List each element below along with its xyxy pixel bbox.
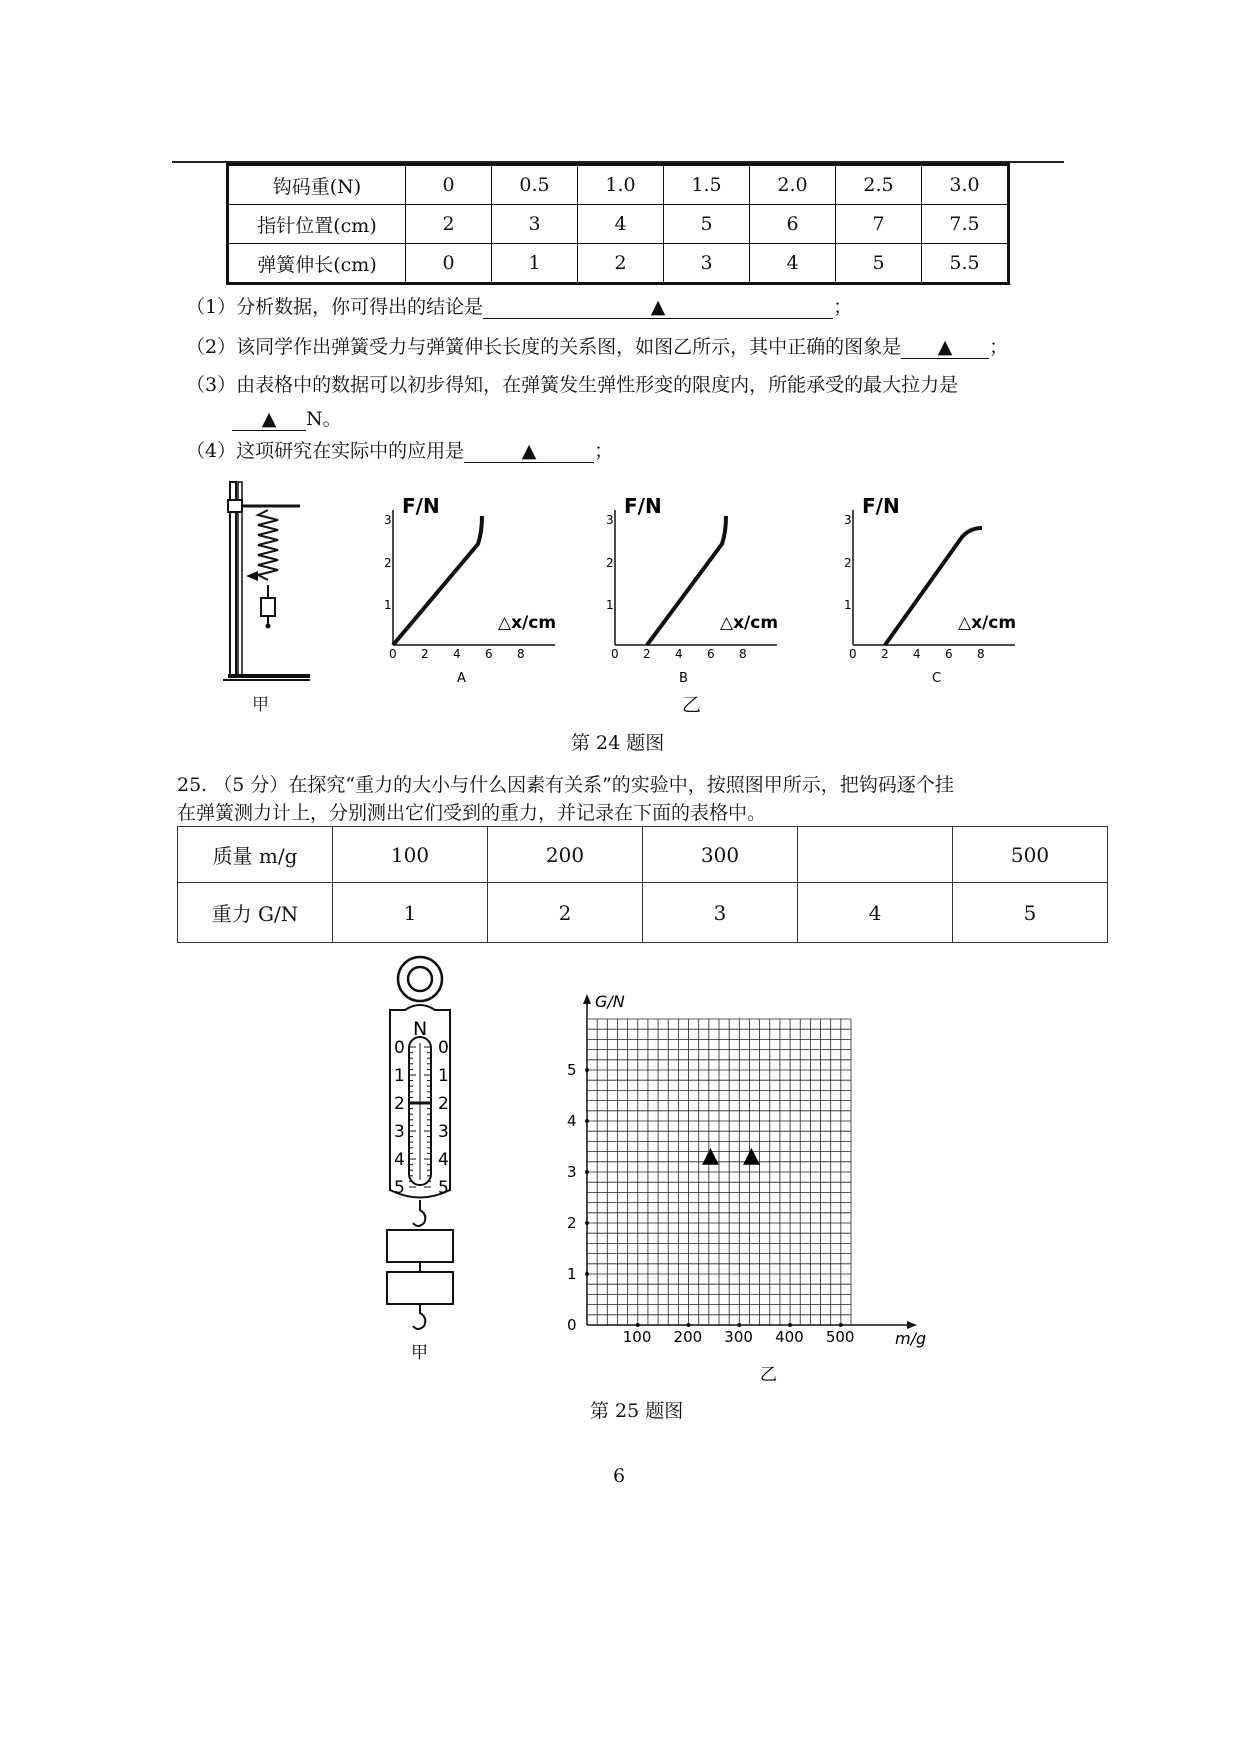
tick-dot bbox=[839, 1323, 843, 1327]
table-cell: 3 bbox=[492, 205, 578, 244]
tick-label: 2 bbox=[384, 556, 392, 570]
graph-ticks bbox=[567, 1061, 854, 1346]
table-cell: 3.0 bbox=[922, 165, 1009, 205]
scale-label: 2 bbox=[394, 1094, 405, 1114]
table-cell: 3 bbox=[643, 883, 798, 943]
tick-label: 1 bbox=[606, 598, 614, 612]
table-row bbox=[228, 205, 1009, 244]
answer-blank[interactable]: ▲ bbox=[483, 296, 833, 319]
table-cell: 指针位置(cm) bbox=[228, 205, 406, 244]
table-cell: 4 bbox=[750, 244, 836, 284]
scale-label: 1 bbox=[394, 1066, 405, 1086]
table-cell: 0 bbox=[406, 165, 492, 205]
graph-name: C bbox=[932, 671, 942, 686]
tick-label: 400 bbox=[775, 1328, 804, 1346]
graph-name: B bbox=[679, 671, 688, 686]
tick-label: 300 bbox=[724, 1328, 753, 1346]
label-yi: 乙 bbox=[682, 694, 702, 716]
answer-mark: ▲ bbox=[743, 1143, 760, 1168]
table-cell: 2 bbox=[406, 205, 492, 244]
table-row bbox=[228, 244, 1009, 284]
tick-label: 0 bbox=[611, 647, 619, 661]
table-cell: 5.5 bbox=[922, 244, 1009, 284]
tick-label: 6 bbox=[945, 647, 953, 661]
question-24-4: （4）这项研究在实际中的应用是 ▲ ； bbox=[186, 440, 614, 462]
graph-xlabel: △x/cm bbox=[720, 613, 779, 633]
table-cell: 5 bbox=[664, 205, 750, 244]
tick-label: 2 bbox=[643, 647, 651, 661]
tick-label: 0 bbox=[849, 647, 857, 661]
tick-dot bbox=[636, 1323, 640, 1327]
tick-label: 3 bbox=[567, 1163, 577, 1181]
graph-ylabel: F/N bbox=[402, 494, 440, 518]
table-cell: 0.5 bbox=[492, 165, 578, 205]
table-header: 重力 G/N bbox=[178, 883, 333, 943]
table-cell: 100 bbox=[333, 827, 488, 883]
table-cell: 3 bbox=[664, 244, 750, 284]
graph-a bbox=[360, 490, 590, 690]
tick-label: 4 bbox=[913, 647, 921, 661]
table-row bbox=[178, 883, 1108, 943]
tick-label: 6 bbox=[485, 647, 493, 661]
spring-stand-figure bbox=[218, 478, 318, 708]
scale-label: 1 bbox=[438, 1066, 449, 1086]
tick-label: 5 bbox=[567, 1061, 577, 1079]
tick-label: 100 bbox=[622, 1328, 652, 1346]
tick-dot bbox=[687, 1323, 691, 1327]
table-cell: 2.0 bbox=[750, 165, 836, 205]
tick-label: 2 bbox=[881, 647, 889, 661]
tick-dot bbox=[585, 1068, 589, 1072]
scale-label: 2 bbox=[438, 1094, 449, 1114]
table-cell: 500 bbox=[953, 827, 1108, 883]
table-cell: 1 bbox=[333, 883, 488, 943]
graph-name: A bbox=[457, 671, 466, 686]
table-row bbox=[178, 827, 1108, 883]
question-24-1: （1）分析数据，你可得出的结论是 ▲ ； bbox=[186, 296, 853, 318]
grid bbox=[587, 1019, 851, 1325]
table-cell-blank[interactable] bbox=[798, 827, 953, 883]
table-cell: 2.5 bbox=[836, 165, 922, 205]
table-cell: 钩码重(N) bbox=[228, 165, 406, 205]
tick-dot bbox=[585, 1119, 589, 1123]
table-cell: 1.0 bbox=[578, 165, 664, 205]
tick-label: 8 bbox=[517, 647, 525, 661]
scale-label: 5 bbox=[438, 1178, 449, 1198]
table-cell: 0 bbox=[406, 244, 492, 284]
table-cell: 6 bbox=[750, 205, 836, 244]
question-25-line2: 在弹簧测力计上，分别测出它们受到的重力，并记录在下面的表格中。 bbox=[177, 802, 767, 824]
table-cell: 200 bbox=[488, 827, 643, 883]
table-cell: 5 bbox=[953, 883, 1108, 943]
table-cell: 7 bbox=[836, 205, 922, 244]
tick-label: 0 bbox=[389, 647, 397, 661]
scale-label: 3 bbox=[394, 1122, 405, 1142]
tick-label: 8 bbox=[977, 647, 985, 661]
table-cell: 1.5 bbox=[664, 165, 750, 205]
label-jia-25: 甲 bbox=[411, 1343, 428, 1363]
graph-ylabel: F/N bbox=[862, 494, 900, 518]
tick-label: 3 bbox=[606, 513, 614, 527]
tick-dot bbox=[788, 1323, 792, 1327]
table-cell: 300 bbox=[643, 827, 798, 883]
tick-label: 8 bbox=[739, 647, 747, 661]
meter-unit: N bbox=[413, 1018, 428, 1040]
table-cell: 7.5 bbox=[922, 205, 1009, 244]
page-number: 6 bbox=[613, 1465, 626, 1487]
scale-label: 3 bbox=[438, 1122, 449, 1142]
question-24-2: （2）该同学作出弹簧受力与弹簧伸长长度的关系图，如图乙所示，其中正确的图象是 ▲ ； bbox=[186, 336, 1009, 358]
table-row bbox=[228, 165, 1009, 205]
table-24 bbox=[226, 163, 1010, 285]
tick-label: 2 bbox=[606, 556, 614, 570]
question-24-3: （3）由表格中的数据可以初步得知，在弹簧发生弹性形变的限度内，所能承受的最大拉力是 bbox=[186, 374, 959, 396]
gravity-grid-graph bbox=[555, 990, 945, 1390]
scale-label: 4 bbox=[394, 1150, 405, 1170]
tick-label: 6 bbox=[707, 647, 715, 661]
table-cell: 2 bbox=[488, 883, 643, 943]
table-cell: 1 bbox=[492, 244, 578, 284]
table-cell: 4 bbox=[798, 883, 953, 943]
table-cell: 2 bbox=[578, 244, 664, 284]
tick-label: 4 bbox=[567, 1112, 577, 1130]
scale-label: 5 bbox=[394, 1178, 405, 1198]
tick-label: 0 bbox=[567, 1316, 577, 1334]
graph-ylabel: F/N bbox=[624, 494, 662, 518]
graph-c bbox=[820, 490, 1050, 690]
tick-dot bbox=[585, 1272, 589, 1276]
table-cell: 5 bbox=[836, 244, 922, 284]
graph-ylabel: G/N bbox=[595, 992, 625, 1011]
graph-b bbox=[582, 490, 812, 690]
tick-label: 1 bbox=[384, 598, 392, 612]
graph-xlabel: △x/cm bbox=[498, 613, 557, 633]
scale-label: 4 bbox=[438, 1150, 449, 1170]
answer-blank[interactable]: ▲ bbox=[464, 440, 594, 463]
graph-xlabel: m/g bbox=[895, 1329, 927, 1348]
tick-label: 1 bbox=[567, 1265, 577, 1283]
meter-scale bbox=[394, 1038, 449, 1198]
graph-xlabel: △x/cm bbox=[958, 613, 1017, 633]
tick-label: 3 bbox=[384, 513, 392, 527]
table-25 bbox=[177, 826, 1108, 943]
scale-label: 0 bbox=[438, 1038, 449, 1058]
tick-label: 4 bbox=[675, 647, 683, 661]
table-header: 质量 m/g bbox=[178, 827, 333, 883]
tick-label: 500 bbox=[825, 1328, 855, 1346]
question-24-3-cont: ▲ N。 bbox=[232, 404, 342, 431]
table-cell: 4 bbox=[578, 205, 664, 244]
answer-blank[interactable]: ▲ bbox=[901, 336, 989, 359]
tick-label: 1 bbox=[844, 598, 852, 612]
label-jia: 甲 bbox=[252, 695, 269, 715]
figure-25-caption: 第 25 题图 bbox=[590, 1400, 684, 1422]
tick-label: 4 bbox=[453, 647, 461, 661]
tick-label: 3 bbox=[844, 513, 852, 527]
figure-24-caption: 第 24 题图 bbox=[571, 732, 665, 754]
table-cell: 弹簧伸长(cm) bbox=[228, 244, 406, 284]
answer-mark: ▲ bbox=[702, 1143, 719, 1168]
tick-label: 2 bbox=[844, 556, 852, 570]
spring-scale-figure bbox=[380, 955, 480, 1375]
scale-label: 0 bbox=[394, 1038, 405, 1058]
tick-label: 200 bbox=[673, 1328, 703, 1346]
tick-dot bbox=[585, 1170, 589, 1174]
tick-dot bbox=[737, 1323, 741, 1327]
answer-blank[interactable]: ▲ bbox=[232, 408, 306, 431]
label-yi-25: 乙 bbox=[760, 1365, 777, 1385]
tick-label: 2 bbox=[421, 647, 429, 661]
tick-dot bbox=[585, 1221, 589, 1225]
tick-label: 2 bbox=[567, 1214, 577, 1232]
question-25-line1: 25. （5 分）在探究“重力的大小与什么因素有关系”的实验中，按照图甲所示，把钩码逐个挂 bbox=[177, 774, 954, 796]
